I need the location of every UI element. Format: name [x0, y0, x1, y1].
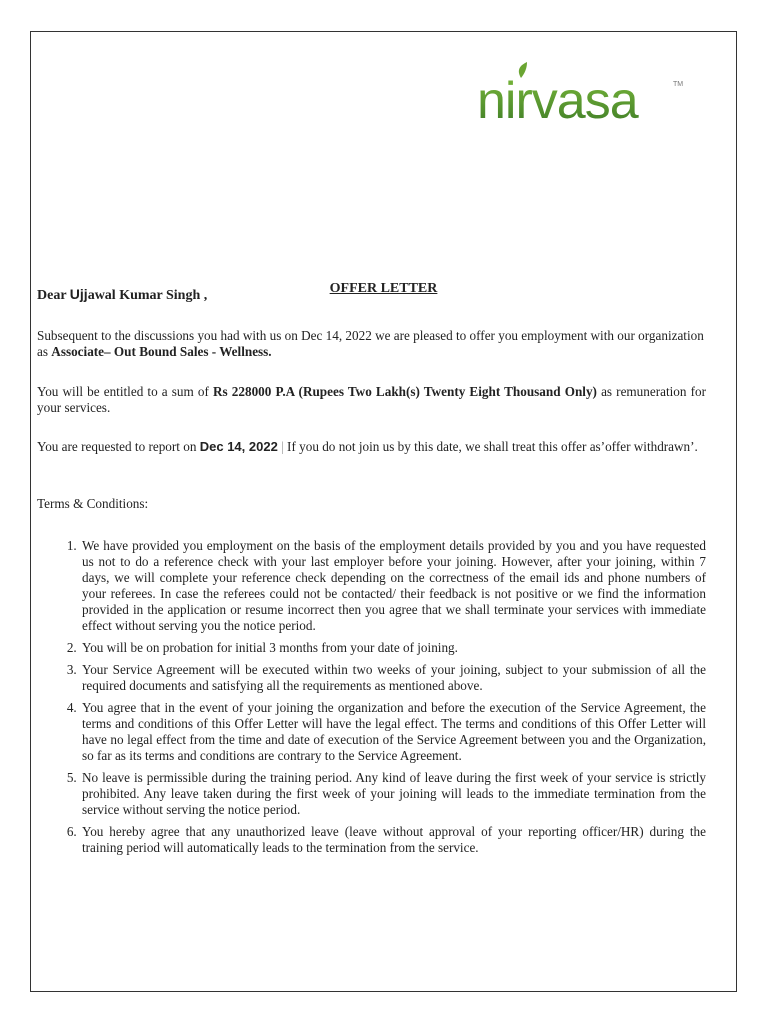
remuneration-text-b: as remuneration for your services. — [37, 384, 706, 415]
report-text-b: If you do not join us by this date, we shall treat this offer as’offer withdrawn’. — [287, 439, 698, 454]
letter-title: OFFER LETTER — [329, 281, 438, 296]
term-item: 4. You agree that in the event of your joining the organization and before the execution of the Service Agreement, the terms and conditions of this Offer Letter will have the legal effect. The terms and conditions of this Offer Letter will have no legal effect from the time and date of execution of the Service Agreement between you and the Organization, so far as its terms and conditions are contrary to the Service Agreement. — [80, 700, 706, 764]
offer-text: Subsequent to the discussions you had with us on Dec 14, 2022 we are pleased to offer you employment with our organization as — [37, 328, 704, 359]
salutation-name-first: Ujj — [69, 286, 88, 302]
salutation — [37, 286, 207, 304]
term-item: 5. No leave is permissible during the training period. Any kind of leave during the first week of your service is strictly prohibited. Any leave taken during the first week of your joining will leads to the immediate termination from the service without serving the notice period. — [80, 770, 706, 818]
term-item: 6. You hereby agree that any unauthorized leave (leave without approval of your reporting officer/HR) during the training period will automatically leads to the termination from the service. — [80, 824, 706, 856]
paragraph-offer — [37, 328, 706, 360]
report-text-a: You are requested to report on — [37, 439, 200, 454]
salutation-name-rest: awal Kumar Singh , — [87, 288, 208, 303]
paragraph-report-date — [37, 439, 706, 455]
remuneration-text-a: You will be entitled to a sum of — [37, 384, 214, 399]
terms-list — [37, 538, 706, 862]
logo-wordmark: nirvasa — [477, 72, 638, 130]
paragraph-remuneration — [37, 384, 706, 416]
salary-amount: Rs 228000 P.A (Rupees Two Lakh(s) Twenty Eight Thousand Only) — [213, 384, 597, 399]
terms-heading: Terms & Conditions: — [37, 496, 149, 511]
position-title: Associate– Out Bound Sales - Wellness. — [51, 344, 272, 359]
term-item: 2. You will be on probation for initial 3 months from your date of joining. — [80, 640, 706, 656]
report-separator: | — [277, 439, 288, 454]
salutation-dear: Dear — [37, 288, 67, 303]
term-item: 3. Your Service Agreement will be executed within two weeks of your joining, subject to your submission of all the required documents and satisfying all the requirements as mentioned above. — [80, 662, 706, 694]
term-item: 1. We have provided you employment on the basis of the employment details provided by you and you have requested us not to do a reference check with your last employer before your joining. However, after your joining, within 7 days, we will complete your reference check depending on the correctness of the email ids and phone numbers of your referees. In case the referees could not be contacted/ their feedback is not positive or we find the information provided in the application or resume incorrect then you agree that we shall terminate your services with immediate effect without serving you the notice period. — [80, 538, 706, 634]
logo-trademark: TM — [673, 81, 684, 88]
nirvasa-logo — [477, 60, 691, 130]
report-date: Dec 14, 2022 — [199, 439, 278, 454]
